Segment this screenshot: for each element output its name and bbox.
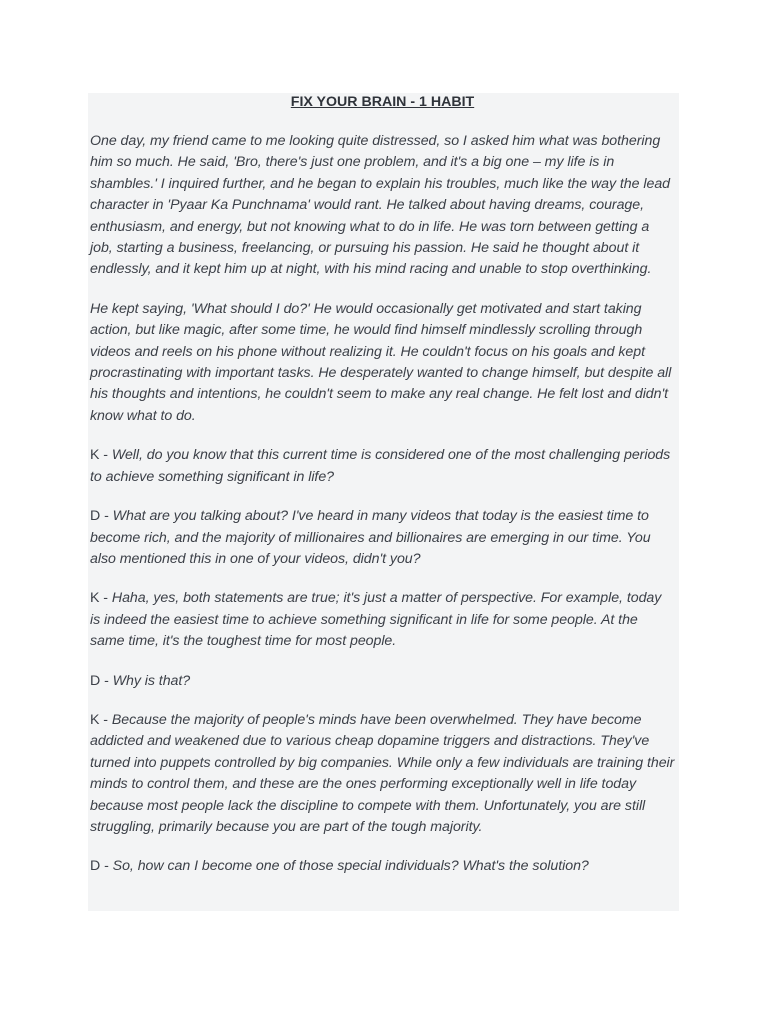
dialogue-line-1 xyxy=(90,445,675,488)
document-title: FIX YOUR BRAIN - 1 HABIT xyxy=(290,94,475,110)
speaker-label: K - xyxy=(90,447,112,464)
dialogue-line-3 xyxy=(90,588,675,652)
narrative-paragraph-1: One day, my friend came to me looking quite distressed, so I asked him what was bothering him so much. He said, 'Bro, there's just one problem, and it's a big one – my life is in shambles.' I inquired further, and he began to explain his troubles, much like the way the lead character in 'Pyaar Ka Punchnama' would rant. He talked about having dreams, courage, enthusiasm, and energy, but not knowing what to do in life. He was torn between getting a job, starting a business, freelancing, or pursuing his passion. He said he thought about it endlessly, and it kept him up at night, with his mind racing and unable to stop overthinking. xyxy=(90,133,670,278)
dialogue-line-2 xyxy=(90,506,675,570)
dialogue-text: What are you talking about? I've heard in many videos that today is the easiest time to become rich, and the majority of millionaires and billionaires are emerging in our time. You also mentioned this in one of your videos, didn't you? xyxy=(90,508,651,567)
dialogue-text: Because the majority of people's minds have been overwhelmed. They have become addicted and weakened due to various cheap dopamine triggers and distractions. They've turned into puppets controlled by big companies. While only a few individuals are training their minds to control them, and these are the ones performing exceptionally well in life today because most people lack the discipline to compete with them. Unfortunately, you are still struggling, primarily because you are part of the tough majority. xyxy=(90,711,675,835)
speaker-label: D - xyxy=(90,858,113,875)
speaker-label: K - xyxy=(90,711,112,728)
dialogue-text: So, how can I become one of those special individuals? What's the solution? xyxy=(112,858,589,875)
dialogue-text: Haha, yes, both statements are true; it's just a matter of perspective. For example, today is indeed the easiest time to achieve something significant in life for some people. At the same time, it's the toughest time for most people. xyxy=(90,590,662,650)
narrative-paragraph-2: He kept saying, 'What should I do?' He would occasionally get motivated and start taking action, but like magic, after some time, he would find himself mindlessly scrolling through videos and reels on his phone without realizing it. He couldn't focus on his goals and kept procrastinating with important tasks. He desperately wanted to change himself, but despite all his thoughts and intentions, he couldn't seem to make any real change. He felt lost and didn't know what to do. xyxy=(90,300,672,424)
dialogue-line-4 xyxy=(90,671,675,692)
dialogue-text: Well, do you know that this current time is considered one of the most challenging periods to achieve something significant in life? xyxy=(90,447,671,485)
document-page xyxy=(88,93,679,911)
speaker-label: K - xyxy=(90,590,112,607)
speaker-label: D - xyxy=(90,508,113,525)
dialogue-text: Why is that? xyxy=(112,672,191,689)
dialogue-line-6 xyxy=(90,856,675,877)
speaker-label: D - xyxy=(90,672,113,689)
dialogue-line-5 xyxy=(90,710,675,838)
